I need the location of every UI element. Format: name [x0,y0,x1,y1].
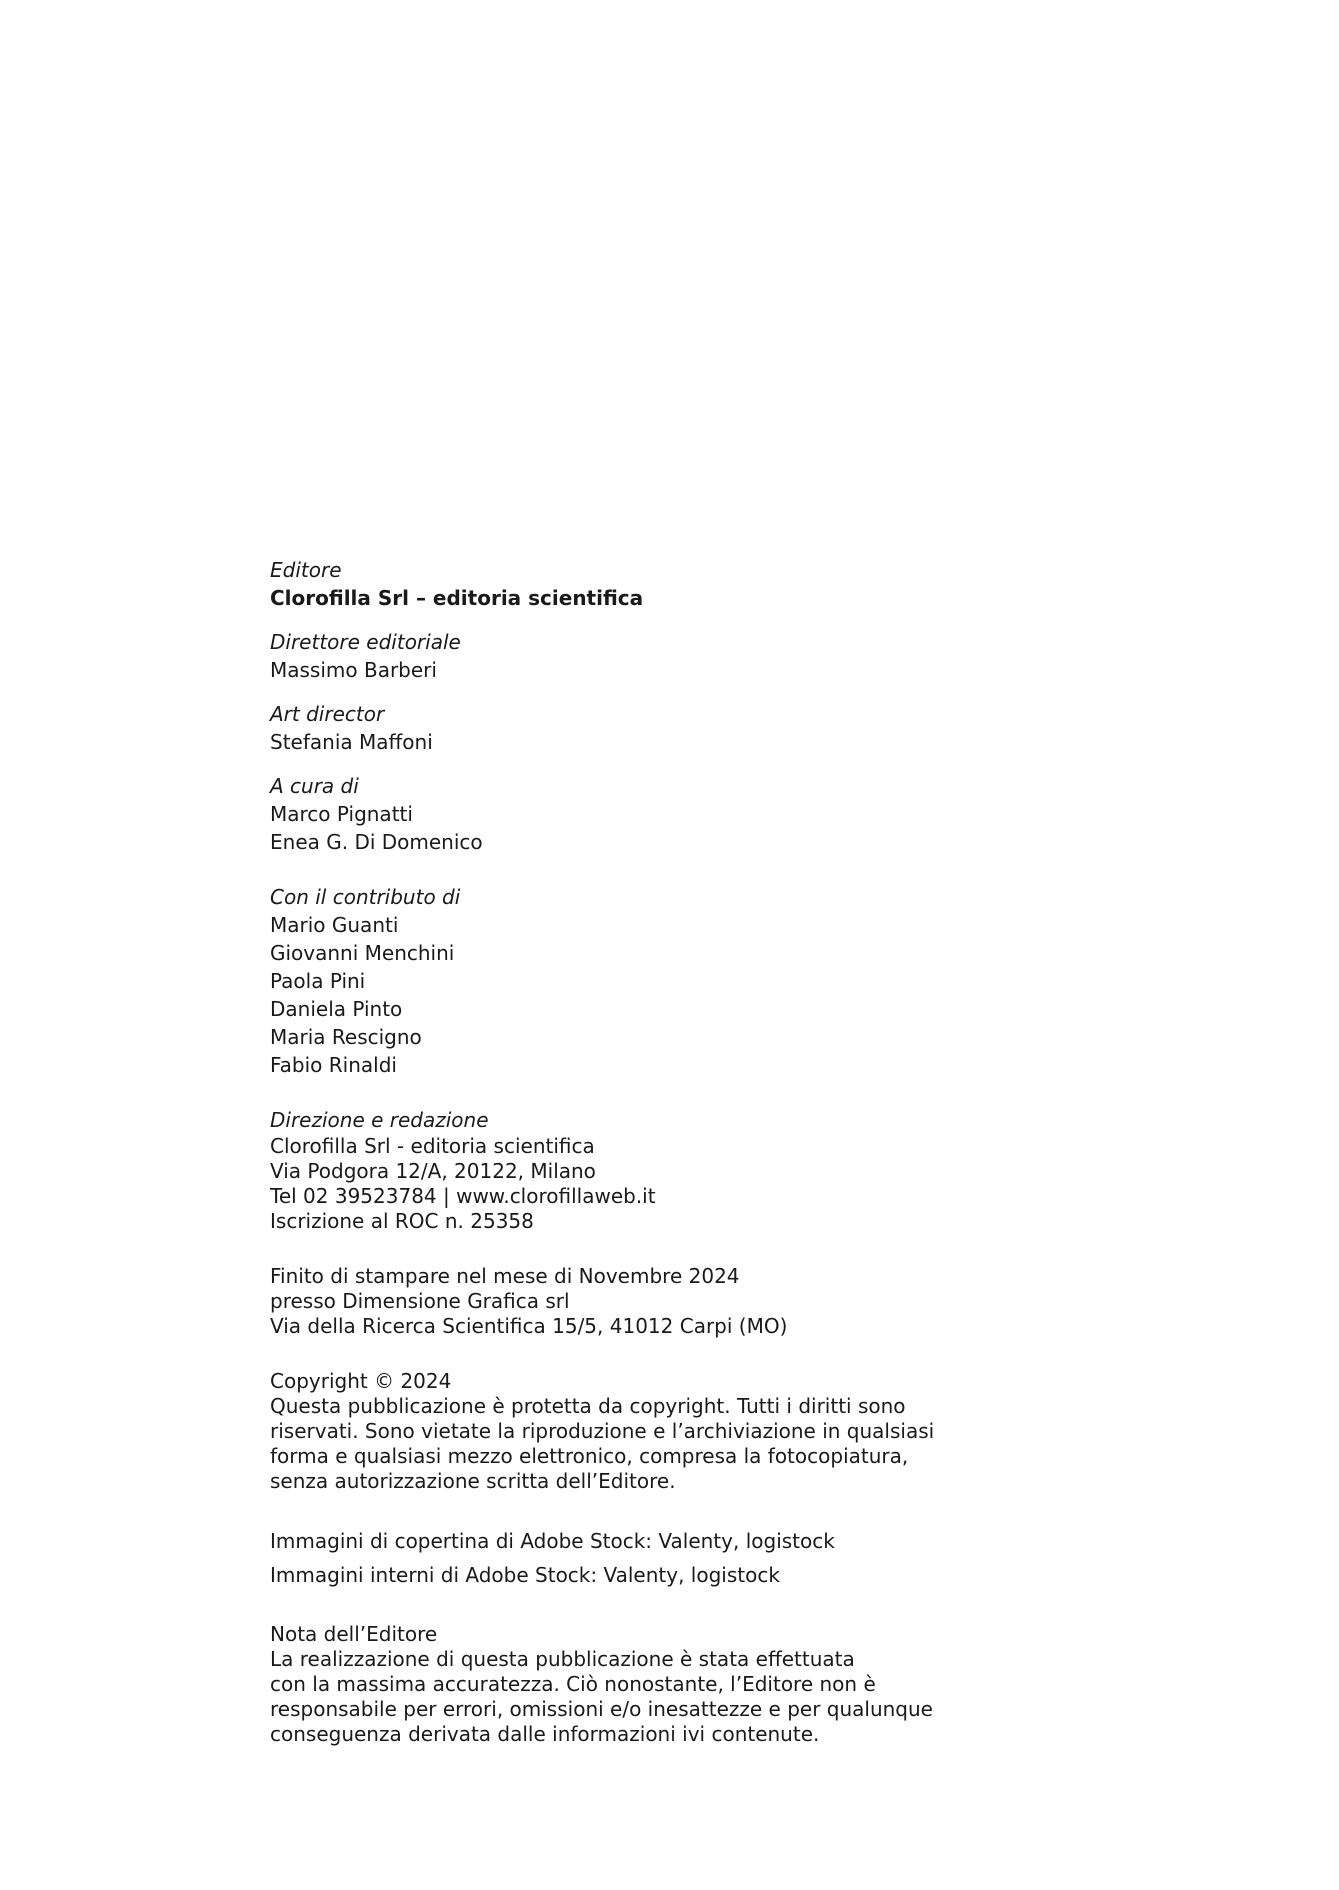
editorial-director-name: Massimo Barberi [270,658,437,682]
contributor-name: Giovanni Menchini [270,941,455,965]
copyright-line: riservati. Sono vietate la riproduzione e l’archiviazione in qualsiasi [270,1419,935,1443]
editorial-office-line: Iscrizione al ROC n. 25358 [270,1209,534,1233]
interior-image-credit: Immagini interni di Adobe Stock: Valenty, logistock [270,1563,780,1587]
editorial-office-line: Clorofilla Srl - editoria scientifica [270,1134,595,1158]
printing-line: presso Dimensione Grafica srl [270,1289,570,1313]
copyright-block [270,1369,1030,1494]
contributor-name: Fabio Rinaldi [270,1053,397,1077]
editorial-director-block [270,628,1030,684]
publisher-note-line: con la massima accuratezza. Ciò nonostante, l’Editore non è [270,1672,876,1696]
publisher-note-block [270,1622,1030,1747]
copyright-title: Copyright © 2024 [270,1369,452,1393]
art-director-label: Art director [270,702,385,726]
publisher-note-line: La realizzazione di questa pubblicazione è stata effettuata [270,1647,855,1671]
printing-line: Finito di stampare nel mese di Novembre 2024 [270,1264,740,1288]
contributor-name: Mario Guanti [270,913,399,937]
contributor-name: Daniela Pinto [270,997,403,1021]
art-director-name: Stefania Maffoni [270,730,433,754]
publisher-note-line: responsabile per errori, omissioni e/o inesattezze e per qualunque [270,1697,933,1721]
copyright-line: Questa pubblicazione è protetta da copyright. Tutti i diritti sono [270,1394,906,1418]
printing-block [270,1264,1030,1339]
publisher-name: Clorofilla Srl – editoria scientifica [270,586,644,610]
editorial-office-block [270,1106,1030,1234]
publisher-label: Editore [270,558,342,582]
editorial-director-label: Direttore editoriale [270,630,461,654]
editorial-office-line: Via Podgora 12/A, 20122, Milano [270,1159,596,1183]
contributor-name: Paola Pini [270,969,366,993]
copyright-line: senza autorizzazione scritta dell’Editore. [270,1469,676,1493]
colophon [270,556,1030,1747]
publisher-block [270,556,1030,612]
editorial-office-line: Tel 02 39523784 | www.clorofillaweb.it [270,1184,656,1208]
edited-by-name: Marco Pignatti [270,802,413,826]
publisher-note-title: Nota dell’Editore [270,1622,438,1646]
editorial-office-label: Direzione e redazione [270,1108,489,1132]
cover-image-credit: Immagini di copertina di Adobe Stock: Valenty, logistock [270,1529,835,1553]
printing-line: Via della Ricerca Scientifica 15/5, 41012 Carpi (MO) [270,1314,788,1338]
edited-by-name: Enea G. Di Domenico [270,830,483,854]
edited-by-label: A cura di [270,774,359,798]
contributor-name: Maria Rescigno [270,1025,422,1049]
art-director-block [270,700,1030,756]
copyright-line: forma e qualsiasi mezzo elettronico, compresa la fotocopiatura, [270,1444,909,1468]
publisher-note-line: conseguenza derivata dalle informazioni ivi contenute. [270,1722,820,1746]
contributors-label: Con il contributo di [270,885,461,909]
contributors-block [270,883,1030,1079]
image-credits-block [270,1524,1030,1592]
edited-by-block [270,772,1030,856]
